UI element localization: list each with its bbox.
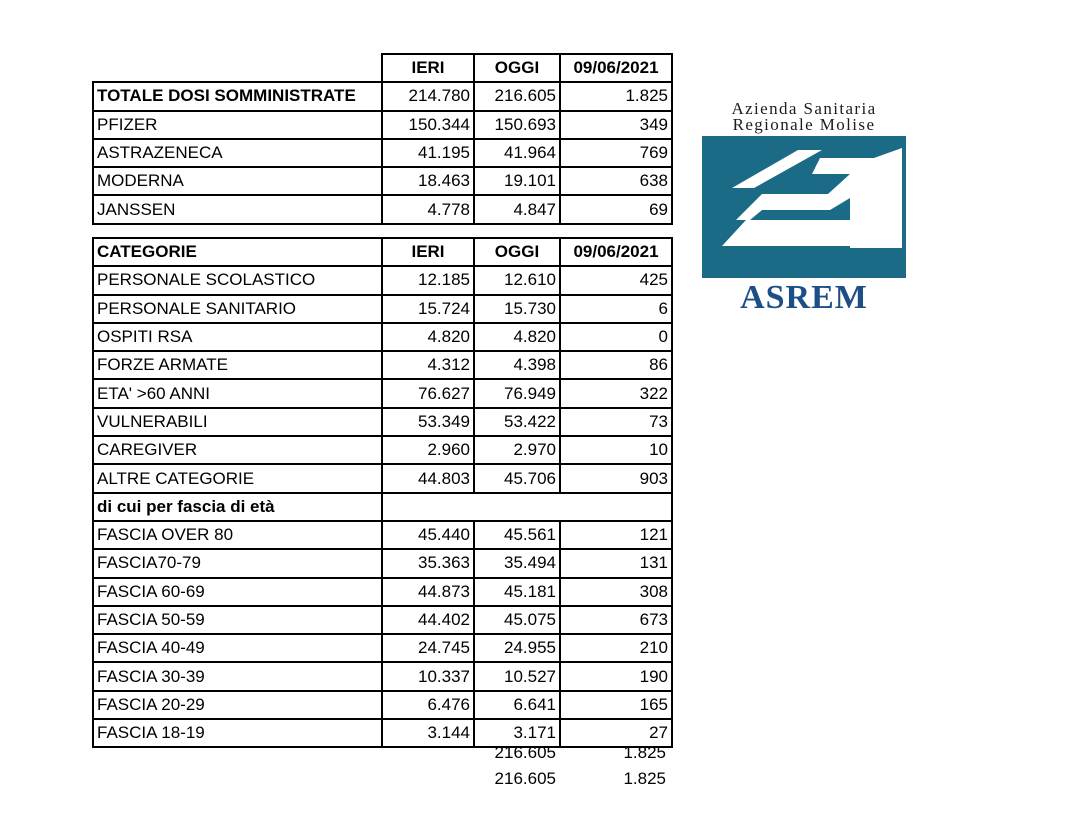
row-oggi: 4.398 <box>474 351 560 379</box>
row-label: JANSSEN <box>93 195 382 223</box>
age-band-row <box>93 634 672 662</box>
doses-total-ieri: 214.780 <box>382 82 474 110</box>
row-label: ALTRE CATEGORIE <box>93 464 382 492</box>
row-label: ETA' >60 ANNI <box>93 379 382 407</box>
row-day: 349 <box>560 111 672 139</box>
row-label: FASCIA70-79 <box>93 549 382 577</box>
row-oggi: 4.847 <box>474 195 560 223</box>
row-day: 190 <box>560 662 672 690</box>
row-day: 10 <box>560 436 672 464</box>
row-oggi: 2.970 <box>474 436 560 464</box>
row-oggi: 150.693 <box>474 111 560 139</box>
row-day: 322 <box>560 379 672 407</box>
row-day: 6 <box>560 295 672 323</box>
row-ieri: 35.363 <box>382 549 474 577</box>
category-row <box>93 323 672 351</box>
row-day: 121 <box>560 521 672 549</box>
age-subheader-blank <box>474 493 560 521</box>
categories-header-oggi: OGGI <box>474 238 560 266</box>
categories-header-label: CATEGORIE <box>93 238 382 266</box>
row-label: FASCIA 50-59 <box>93 606 382 634</box>
row-label: FASCIA 40-49 <box>93 634 382 662</box>
row-ieri: 150.344 <box>382 111 474 139</box>
check-total-oggi-1: 216.605 <box>494 743 556 762</box>
row-label: FASCIA OVER 80 <box>93 521 382 549</box>
row-day: 638 <box>560 167 672 195</box>
row-day: 69 <box>560 195 672 223</box>
row-oggi: 53.422 <box>474 408 560 436</box>
category-row <box>93 295 672 323</box>
age-subheader-row <box>93 493 672 521</box>
category-row <box>93 464 672 492</box>
row-ieri: 12.185 <box>382 266 474 294</box>
row-label: VULNERABILI <box>93 408 382 436</box>
vaccine-row <box>93 195 672 223</box>
age-band-row <box>93 521 672 549</box>
row-ieri: 44.402 <box>382 606 474 634</box>
row-label: FORZE ARMATE <box>93 351 382 379</box>
row-day: 769 <box>560 139 672 167</box>
row-oggi: 6.641 <box>474 691 560 719</box>
category-row <box>93 436 672 464</box>
doses-header-date: 09/06/2021 <box>560 54 672 82</box>
row-ieri: 44.873 <box>382 578 474 606</box>
row-label: PERSONALE SANITARIO <box>93 295 382 323</box>
row-day: 131 <box>560 549 672 577</box>
row-ieri: 4.312 <box>382 351 474 379</box>
row-ieri: 44.803 <box>382 464 474 492</box>
row-day: 308 <box>560 578 672 606</box>
row-oggi: 45.181 <box>474 578 560 606</box>
row-oggi: 45.706 <box>474 464 560 492</box>
doses-total-row <box>93 82 672 110</box>
row-oggi: 41.964 <box>474 139 560 167</box>
check-total-day-1: 1.825 <box>623 743 666 762</box>
vaccine-row <box>93 167 672 195</box>
row-oggi: 35.494 <box>474 549 560 577</box>
row-day: 165 <box>560 691 672 719</box>
age-band-row <box>93 691 672 719</box>
doses-header-ieri: IERI <box>382 54 474 82</box>
row-ieri: 3.144 <box>382 719 474 747</box>
category-row <box>93 408 672 436</box>
row-day: 27 <box>560 719 672 747</box>
logo-s-mark-icon <box>702 136 906 278</box>
row-label: PERSONALE SCOLASTICO <box>93 266 382 294</box>
row-label: FASCIA 60-69 <box>93 578 382 606</box>
row-label: OSPITI RSA <box>93 323 382 351</box>
row-label: PFIZER <box>93 111 382 139</box>
row-day: 425 <box>560 266 672 294</box>
row-ieri: 10.337 <box>382 662 474 690</box>
row-oggi: 12.610 <box>474 266 560 294</box>
row-label: ASTRAZENECA <box>93 139 382 167</box>
doses-total-day: 1.825 <box>560 82 672 110</box>
row-label: FASCIA 18-19 <box>93 719 382 747</box>
category-row <box>93 266 672 294</box>
row-ieri: 76.627 <box>382 379 474 407</box>
logo-name: ASREM <box>740 279 868 316</box>
row-ieri: 2.960 <box>382 436 474 464</box>
row-day: 673 <box>560 606 672 634</box>
row-label: CAREGIVER <box>93 436 382 464</box>
row-ieri: 15.724 <box>382 295 474 323</box>
check-total-oggi-2: 216.605 <box>494 769 556 788</box>
row-ieri: 41.195 <box>382 139 474 167</box>
doses-total-label: TOTALE DOSI SOMMINISTRATE <box>93 82 382 110</box>
vaccine-row <box>93 139 672 167</box>
row-day: 903 <box>560 464 672 492</box>
row-day: 0 <box>560 323 672 351</box>
row-oggi: 3.171 <box>474 719 560 747</box>
age-subheader-blank <box>382 493 474 521</box>
doses-header-oggi: OGGI <box>474 54 560 82</box>
row-day: 86 <box>560 351 672 379</box>
vaccine-row <box>93 111 672 139</box>
category-row <box>93 351 672 379</box>
doses-total-oggi: 216.605 <box>474 82 560 110</box>
logo-org-line2: Regionale Molise <box>732 115 876 134</box>
age-band-row <box>93 662 672 690</box>
row-oggi: 45.075 <box>474 606 560 634</box>
categories-header-row <box>93 238 672 266</box>
asrem-logo <box>700 98 908 318</box>
row-ieri: 18.463 <box>382 167 474 195</box>
category-row <box>93 379 672 407</box>
row-label: MODERNA <box>93 167 382 195</box>
row-ieri: 6.476 <box>382 691 474 719</box>
row-oggi: 4.820 <box>474 323 560 351</box>
categories-table <box>92 237 673 748</box>
row-day: 73 <box>560 408 672 436</box>
logo-emblem <box>702 136 906 278</box>
row-oggi: 45.561 <box>474 521 560 549</box>
row-ieri: 4.778 <box>382 195 474 223</box>
age-band-row <box>93 549 672 577</box>
row-oggi: 24.955 <box>474 634 560 662</box>
row-ieri: 45.440 <box>382 521 474 549</box>
doses-header-empty <box>93 54 382 82</box>
logo-org-line1: Azienda Sanitaria <box>731 99 877 118</box>
row-oggi: 10.527 <box>474 662 560 690</box>
row-ieri: 24.745 <box>382 634 474 662</box>
row-ieri: 53.349 <box>382 408 474 436</box>
row-ieri: 4.820 <box>382 323 474 351</box>
row-label: FASCIA 20-29 <box>93 691 382 719</box>
row-label: FASCIA 30-39 <box>93 662 382 690</box>
row-oggi: 19.101 <box>474 167 560 195</box>
age-band-row <box>93 578 672 606</box>
categories-header-ieri: IERI <box>382 238 474 266</box>
age-band-row <box>93 606 672 634</box>
age-subheader: di cui per fascia di età <box>93 493 382 521</box>
doses-header-row <box>93 54 672 82</box>
categories-header-date: 09/06/2021 <box>560 238 672 266</box>
check-total-day-2: 1.825 <box>623 769 666 788</box>
doses-table <box>92 53 673 225</box>
row-day: 210 <box>560 634 672 662</box>
row-oggi: 76.949 <box>474 379 560 407</box>
age-subheader-blank <box>560 493 672 521</box>
row-oggi: 15.730 <box>474 295 560 323</box>
